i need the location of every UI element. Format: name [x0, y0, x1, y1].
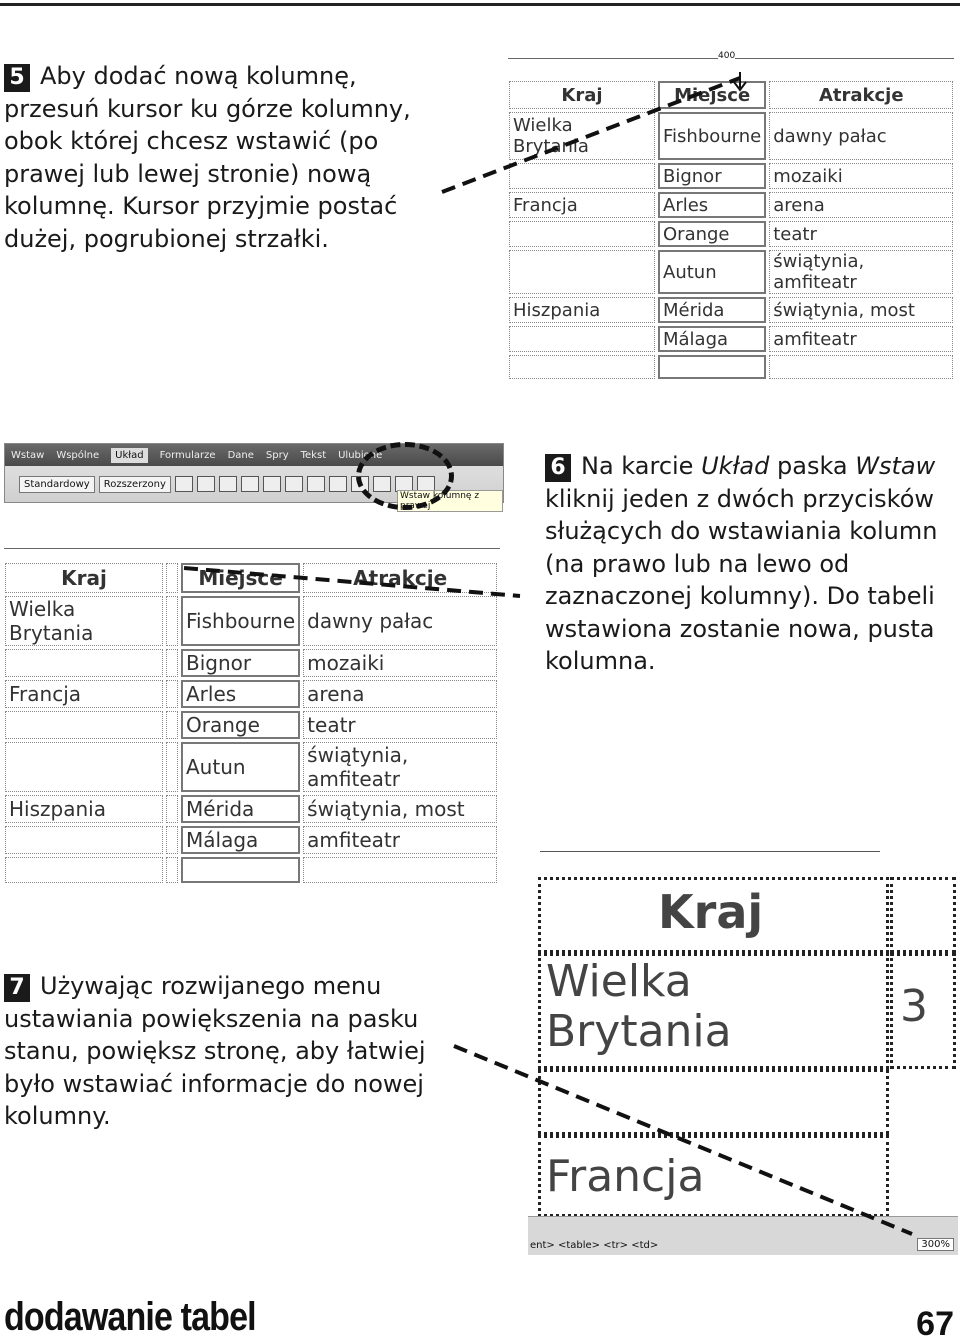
step-7 — [4, 970, 444, 1133]
cell — [769, 355, 953, 379]
step-text: kliknij jeden z dwóch przycisków służących do wstawiania kolumn (na prawo lub na lewo od zaznaczonej kolumny). Do tabeli wstawiona zostanie nowa, pusta kolumna. — [545, 484, 938, 675]
cell — [5, 826, 163, 854]
tab-spry[interactable]: Spry — [265, 449, 289, 461]
connector-line-5 — [440, 70, 760, 200]
cell — [509, 326, 655, 352]
step-text: Używając rozwijanego menu ustawiania powiększenia na pasku stanu, powiększ stronę, aby łatwiej było wstawiać informacje do nowej kolumny. — [4, 972, 426, 1130]
step-6 — [545, 450, 955, 678]
cell: Francja — [5, 680, 163, 708]
cell: mozaiki — [769, 163, 953, 189]
zoom-new-cell-text[interactable]: 3 — [900, 981, 928, 1032]
header-kraj: Kraj — [5, 563, 163, 593]
cell: Fishbourne — [658, 112, 766, 160]
cell: Orange — [181, 711, 300, 739]
page-number: 67 — [916, 1305, 954, 1343]
cell: Arles — [658, 192, 766, 218]
header-miejsce: Miejsce — [181, 563, 300, 593]
cell — [509, 250, 655, 294]
header-kraj: Kraj — [509, 81, 655, 109]
cell: Fishbourne — [181, 596, 300, 646]
header-atrakcje: Atrakcje — [769, 81, 953, 109]
cell: świątynia, amfiteatr — [303, 742, 497, 792]
step-5 — [4, 60, 444, 255]
tab-dane[interactable]: Dane — [227, 449, 254, 461]
new-column-cell — [166, 680, 178, 708]
tab-wstaw[interactable]: Wstaw — [11, 449, 45, 461]
layout-icon[interactable] — [285, 476, 303, 492]
header-miejsce: Miejsce — [658, 81, 766, 109]
new-column-cell — [166, 649, 178, 677]
table-ruler — [540, 851, 880, 866]
cell: Autun — [658, 250, 766, 294]
div-icon[interactable] — [241, 476, 259, 492]
cell: świątynia, most — [769, 297, 953, 323]
header-atrakcje: Atrakcje — [303, 563, 497, 593]
new-column-cell — [166, 742, 178, 792]
cell: mozaiki — [303, 649, 497, 677]
extended-view-button[interactable]: Rozszerzony — [99, 476, 171, 493]
cell — [509, 221, 655, 247]
step-number: 7 — [4, 974, 30, 1002]
zoom-cell-text: Francja — [546, 1151, 705, 1202]
step-text: Na karcie — [581, 452, 702, 480]
new-column-cell — [166, 857, 178, 883]
cell: amfiteatr — [303, 826, 497, 854]
cell: Autun — [181, 742, 300, 792]
cell — [5, 857, 163, 883]
cell: Orange — [658, 221, 766, 247]
cell: amfiteatr — [769, 326, 953, 352]
cell: Bignor — [658, 163, 766, 189]
zoom-new-column-header — [890, 877, 956, 953]
new-column-cell — [166, 563, 178, 593]
cell: Hiszpania — [5, 795, 163, 823]
chapter-title: dodawanie tabel — [4, 1295, 256, 1339]
cell — [509, 355, 655, 379]
cell — [303, 857, 497, 883]
table-icon[interactable] — [197, 476, 215, 492]
cell: świątynia, amfiteatr — [769, 250, 953, 294]
step-text-em: Układ — [701, 452, 770, 480]
cell — [181, 857, 300, 883]
cell: świątynia, most — [303, 795, 497, 823]
step-number: 5 — [4, 64, 30, 92]
cell: arena — [769, 192, 953, 218]
row-above-icon[interactable] — [329, 476, 347, 492]
div-icon[interactable] — [219, 476, 237, 492]
zoom-cell-text: Wielka Brytania — [546, 956, 732, 1057]
cell: Francja — [509, 192, 655, 218]
cell: Málaga — [181, 826, 300, 854]
tab-wspolne[interactable]: Wspólne — [56, 449, 100, 461]
cell: dawny pałac — [303, 596, 497, 646]
cell: Mérida — [181, 795, 300, 823]
top-rule — [0, 3, 960, 6]
step-number: 6 — [545, 454, 571, 482]
ruler-width-label: 400 — [718, 51, 736, 61]
tag-selector[interactable]: ent> <table> <tr> <td> — [530, 1240, 659, 1251]
zoom-level-select[interactable]: 300% — [917, 1238, 954, 1251]
cell: Arles — [181, 680, 300, 708]
tab-uklad[interactable]: Układ — [111, 448, 147, 463]
connector-line-6 — [180, 560, 525, 610]
cell — [5, 742, 163, 792]
connector-line-7 — [450, 1040, 920, 1240]
cell: Wielka Brytania — [509, 112, 655, 160]
new-column-cell — [166, 596, 178, 646]
cell — [658, 355, 766, 379]
layout-icon[interactable] — [307, 476, 325, 492]
cell: arena — [303, 680, 497, 708]
new-column-cell — [166, 795, 178, 823]
cell: Málaga — [658, 326, 766, 352]
tooltip: Wstaw kolumnę z prawej — [397, 490, 503, 512]
highlight-circle — [356, 442, 454, 510]
div-icon[interactable] — [263, 476, 281, 492]
cell: Bignor — [181, 649, 300, 677]
cell: Mérida — [658, 297, 766, 323]
step-text: paska — [769, 452, 856, 480]
table-icon[interactable] — [175, 476, 193, 492]
cell: teatr — [769, 221, 953, 247]
cell — [5, 711, 163, 739]
tab-tekst[interactable]: Tekst — [300, 449, 327, 461]
cell: Hiszpania — [509, 297, 655, 323]
standard-view-button[interactable]: Standardowy — [19, 476, 95, 493]
new-column-cell — [166, 826, 178, 854]
new-column-cell — [166, 711, 178, 739]
tab-formularze[interactable]: Formularze — [159, 449, 216, 461]
cell: dawny pałac — [769, 112, 953, 160]
step-text-em: Wstaw — [855, 452, 936, 480]
zoom-header-kraj: Kraj — [658, 885, 764, 939]
cell: Wielka Brytania — [5, 596, 163, 646]
step-text: Aby dodać nową kolumnę, przesuń kursor ku górze kolumny, obok której chcesz wstawić (po prawej lub lewej stronie) nową kolumnę. Kursor przyjmie postać dużej, pogrubionej strzałki. — [4, 62, 411, 253]
cell — [5, 649, 163, 677]
tab-ulubione[interactable]: Ulubione — [338, 449, 383, 461]
cell: teatr — [303, 711, 497, 739]
